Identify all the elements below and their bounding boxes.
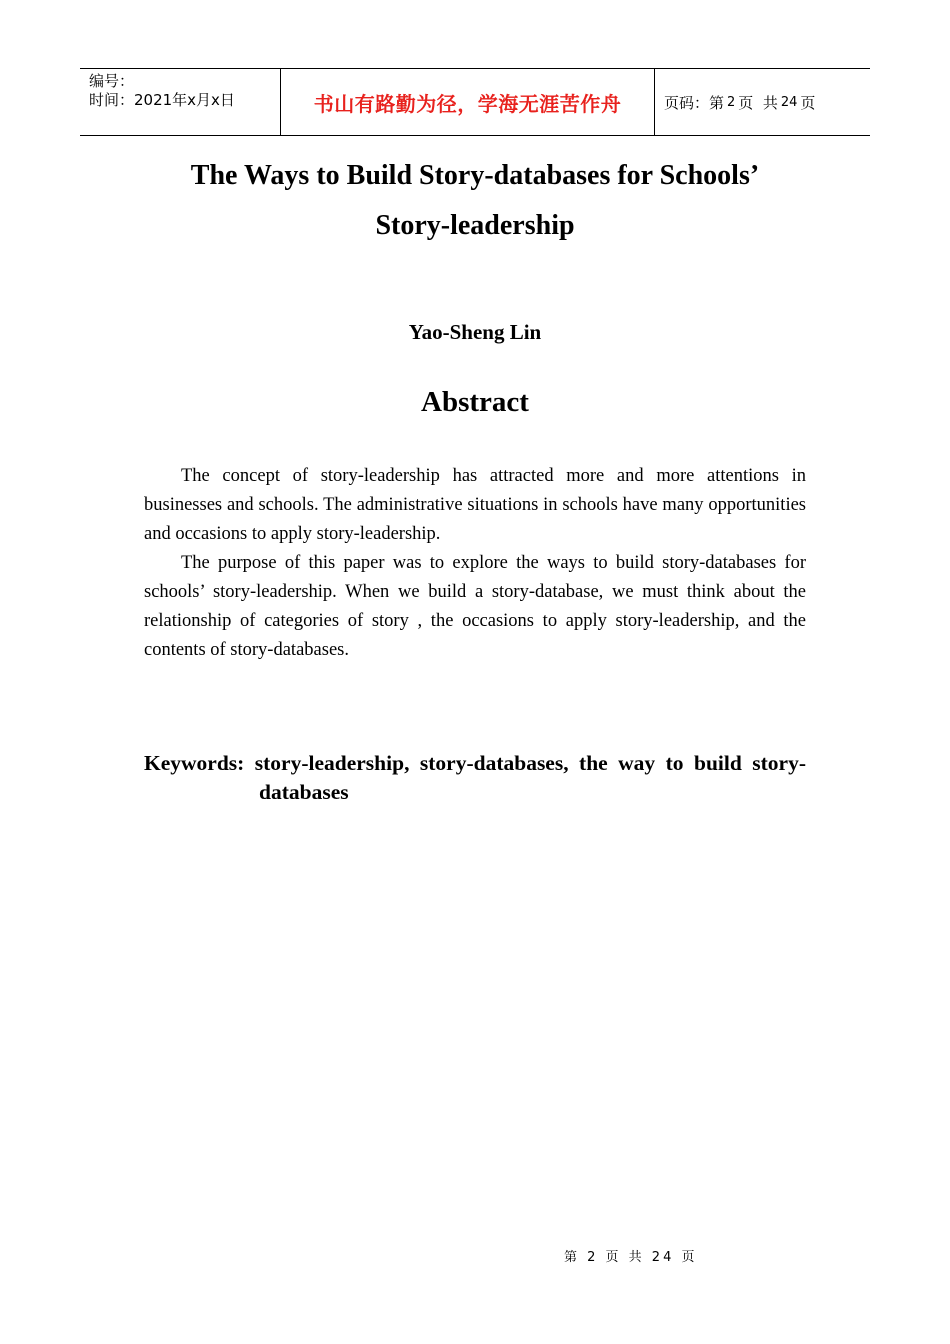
abstract-paragraph: The purpose of this paper was to explore the ways to build story-databases for schools’ story-leadership. When we build a story-database, we must think about the relationship of categories of story , the occasions to apply story-leadership, and the contents of story-databases. bbox=[144, 553, 806, 660]
header-motto: 书山有路勤为径，学海无涯苦作舟 bbox=[281, 69, 655, 135]
abstract-body bbox=[144, 462, 806, 665]
header-page-total: 24 bbox=[780, 94, 798, 110]
paper-title-line-1: The Ways to Build Story-databases for Schools’ bbox=[190, 160, 760, 191]
header-page-suffix: 页 bbox=[800, 93, 816, 112]
header-page-current: 2 bbox=[727, 94, 736, 110]
header-meta bbox=[80, 69, 281, 135]
header-time-label: 时间：2021年x月x日 bbox=[89, 91, 235, 109]
header-page-prefix: 页码：第 bbox=[664, 93, 725, 112]
header-number-label: 编号： bbox=[89, 72, 135, 90]
paper-title-line-2: Story-leadership bbox=[375, 210, 575, 241]
page-header bbox=[80, 68, 870, 136]
header-page-info bbox=[655, 69, 870, 135]
keywords-line-1: Keywords: story-leadership, story-databases, the way to build story- bbox=[144, 751, 806, 775]
page-footer: 第 2 页 共 24 页 bbox=[564, 1250, 698, 1265]
keywords bbox=[144, 749, 806, 807]
paper-author: Yao-Sheng Lin bbox=[408, 320, 542, 344]
abstract-paragraph: The concept of story-leadership has attracted more and more attentions in businesses and schools. The administrative situations in schools have many opportunities and occasions to apply story-leadership. bbox=[144, 466, 806, 544]
abstract-heading: Abstract bbox=[421, 386, 529, 418]
header-page-mid: 页 共 bbox=[738, 93, 778, 112]
keywords-line-2: databases bbox=[259, 780, 349, 804]
